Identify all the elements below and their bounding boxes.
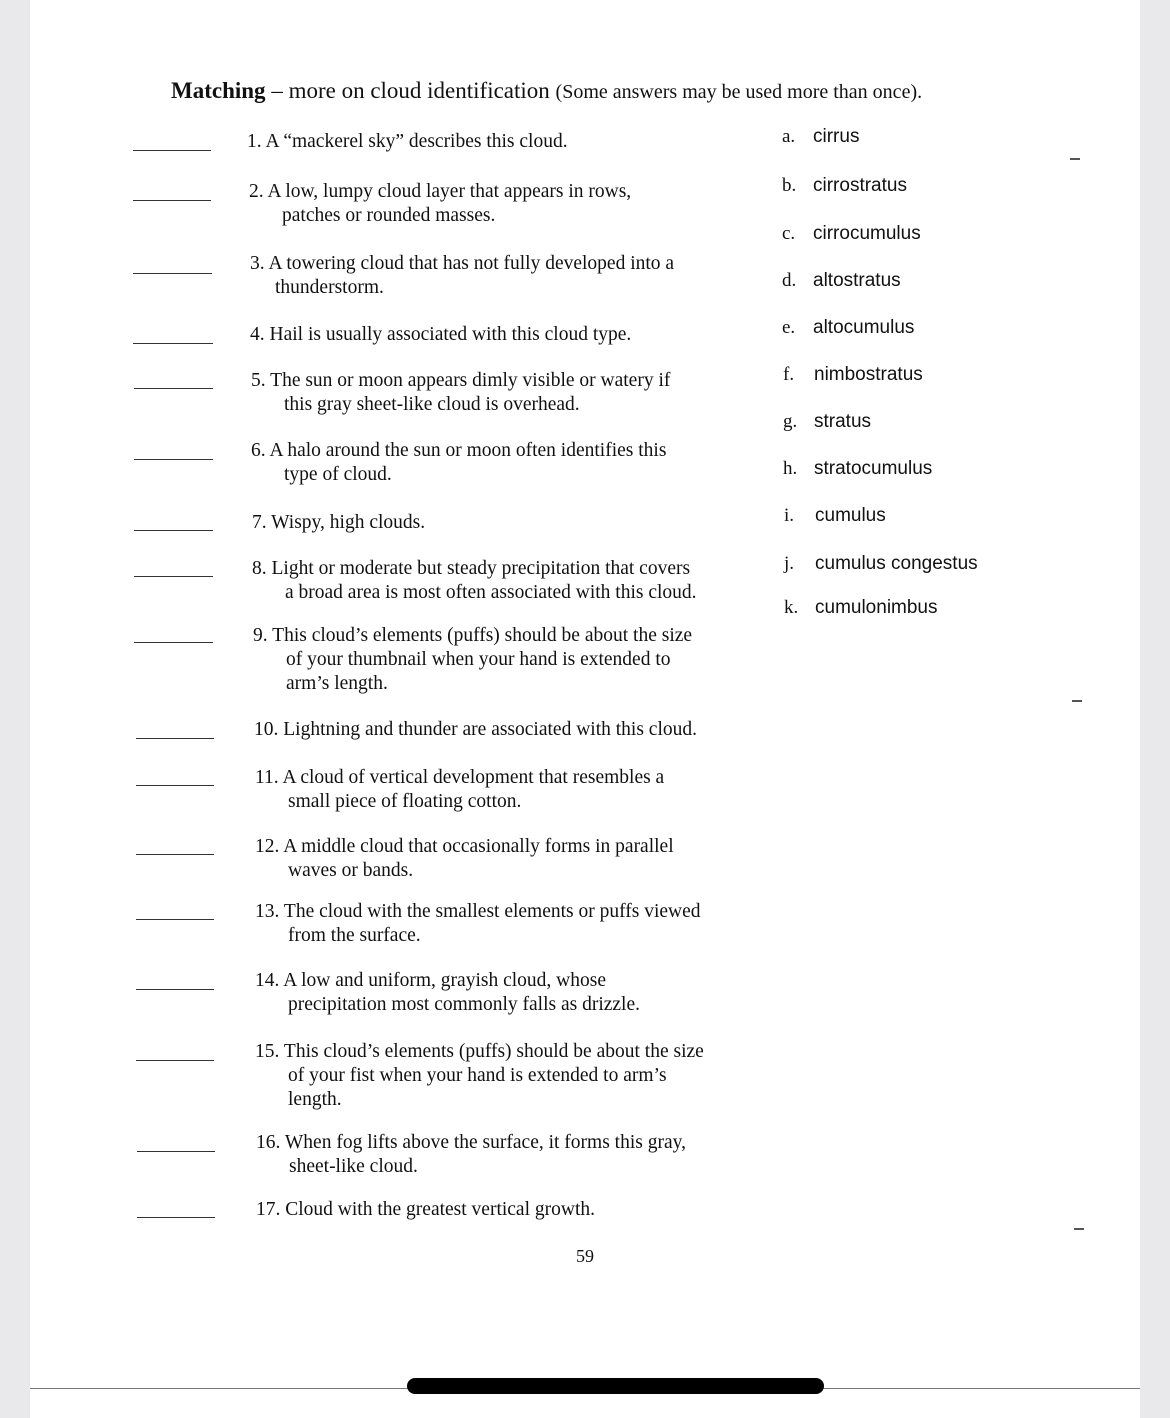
choice-name: cumulonimbus (815, 597, 938, 618)
choice-name: cirrostratus (813, 175, 907, 196)
choice-name: cirrus (813, 126, 860, 147)
choice-letter: f. (783, 364, 795, 385)
choice-a (782, 126, 859, 148)
question-13 (255, 900, 701, 948)
choice-name: cumulus congestus (815, 553, 978, 574)
scan-mark (1070, 158, 1080, 160)
question-text: The sun or moon appears dimly visible or watery if (270, 370, 671, 391)
question-text-cont: waves or bands. (288, 860, 414, 881)
answer-blank-14[interactable] (136, 989, 214, 990)
question-text-cont: sheet-like cloud. (289, 1156, 418, 1177)
choice-c (782, 223, 921, 245)
choice-letter: e. (782, 317, 796, 338)
choice-letter: j. (784, 553, 795, 574)
choice-name: stratocumulus (814, 458, 933, 479)
choice-i (784, 505, 886, 527)
choice-g (783, 411, 871, 433)
answer-blank-13[interactable] (136, 919, 214, 920)
choice-name: cirrocumulus (813, 223, 921, 244)
choice-letter: b. (782, 175, 797, 196)
question-text-cont: a broad area is most often associated with this cloud. (285, 582, 697, 603)
question-text: A “mackerel sky” describes this cloud. (265, 131, 568, 152)
choice-k (784, 597, 938, 619)
question-14 (255, 969, 640, 1017)
choice-name: cumulus (815, 505, 886, 526)
question-text-cont: thunderstorm. (275, 277, 384, 298)
question-9 (253, 624, 692, 696)
question-text-cont: length. (288, 1089, 342, 1110)
question-text: Wispy, high clouds. (271, 512, 426, 533)
choice-letter: i. (784, 505, 795, 526)
heading-title-bold: Matching (171, 78, 266, 103)
answer-blank-6[interactable] (134, 459, 213, 460)
question-number: 8. (252, 558, 267, 579)
page-number: 59 (576, 1246, 594, 1266)
question-number: 16. (256, 1132, 281, 1153)
question-text: A low and uniform, grayish cloud, whose (283, 970, 606, 991)
question-text-cont: arm’s length. (286, 673, 388, 694)
answer-blank-7[interactable] (134, 530, 213, 531)
question-text: A halo around the sun or moon often identifies this (269, 440, 667, 461)
question-number: 7. (252, 512, 267, 533)
answer-blank-9[interactable] (134, 642, 213, 643)
question-text: Hail is usually associated with this cloud type. (269, 324, 632, 345)
choice-h (783, 458, 932, 480)
scan-mark (1074, 1228, 1084, 1230)
question-text: Cloud with the greatest vertical growth. (285, 1199, 596, 1220)
answer-blank-12[interactable] (136, 854, 214, 855)
choice-name: nimbostratus (814, 364, 923, 385)
choice-letter: d. (782, 270, 797, 291)
question-text-cont: patches or rounded masses. (282, 205, 496, 226)
choice-name: altostratus (813, 270, 901, 291)
choice-e (782, 317, 914, 339)
question-5 (251, 369, 670, 417)
question-number: 17. (256, 1199, 281, 1220)
question-text-cont: from the surface. (288, 925, 421, 946)
question-text: This cloud’s elements (puffs) should be about the size (283, 1041, 704, 1062)
question-number: 13. (255, 901, 280, 922)
question-text-cont: precipitation most commonly falls as drizzle. (288, 994, 640, 1015)
question-text: A cloud of vertical development that resembles a (282, 767, 665, 788)
question-text-cont: of your thumbnail when your hand is extended to (286, 649, 671, 670)
question-number: 6. (251, 440, 266, 461)
choice-letter: c. (782, 223, 796, 244)
question-number: 12. (255, 836, 280, 857)
answer-blank-3[interactable] (133, 273, 212, 274)
answer-blank-4[interactable] (133, 343, 213, 344)
question-text: When fog lifts above the surface, it forms this gray, (284, 1132, 686, 1153)
question-2 (249, 180, 631, 228)
answer-blank-10[interactable] (136, 738, 214, 739)
answer-blank-16[interactable] (137, 1151, 215, 1152)
question-number: 3. (250, 253, 265, 274)
choice-name: altocumulus (813, 317, 915, 338)
question-number: 10. (254, 719, 279, 740)
question-number: 11. (255, 767, 279, 788)
answer-blank-2[interactable] (133, 200, 211, 201)
question-number: 9. (253, 625, 268, 646)
question-10 (254, 718, 697, 742)
answer-blank-15[interactable] (136, 1060, 214, 1061)
choice-letter: h. (783, 458, 798, 479)
answer-blank-8[interactable] (134, 576, 213, 577)
question-1 (247, 130, 568, 154)
question-text: This cloud’s elements (puffs) should be about the size (272, 625, 693, 646)
question-8 (252, 557, 697, 605)
home-indicator-bar[interactable] (407, 1378, 824, 1394)
question-number: 2. (249, 181, 264, 202)
heading-note: (Some answers may be used more than once). (555, 81, 923, 103)
choice-f (783, 364, 923, 386)
worksheet-page (30, 0, 1140, 1418)
answer-blank-1[interactable] (133, 150, 211, 151)
question-17 (256, 1198, 595, 1222)
question-number: 5. (251, 370, 266, 391)
choice-letter: k. (784, 597, 799, 618)
question-text-cont: type of cloud. (284, 464, 392, 485)
question-number: 4. (250, 324, 265, 345)
scan-mark (1072, 700, 1082, 702)
question-text: Lightning and thunder are associated with this cloud. (283, 719, 697, 740)
question-11 (255, 766, 664, 814)
question-3 (250, 252, 674, 300)
choice-name: stratus (814, 411, 872, 432)
question-7 (252, 511, 425, 535)
question-12 (255, 835, 674, 883)
question-text-cont: small piece of floating cotton. (288, 791, 522, 812)
choice-d (782, 270, 901, 292)
choice-letter: a. (782, 126, 796, 147)
question-text: A middle cloud that occasionally forms in parallel (283, 836, 674, 857)
question-4 (250, 323, 631, 347)
answer-blank-5[interactable] (134, 388, 213, 389)
answer-blank-11[interactable] (136, 785, 214, 786)
question-text: The cloud with the smallest elements or puffs viewed (283, 901, 701, 922)
question-15 (255, 1040, 704, 1112)
question-number: 15. (255, 1041, 280, 1062)
choice-j (784, 553, 978, 575)
question-number: 14. (255, 970, 280, 991)
question-text: Light or moderate but steady precipitation that covers (271, 558, 691, 579)
choice-letter: g. (783, 411, 798, 432)
question-text-cont: of your fist when your hand is extended to arm’s (288, 1065, 667, 1086)
choice-b (782, 175, 907, 197)
question-number: 1. (247, 131, 262, 152)
question-text: A towering cloud that has not fully developed into a (268, 253, 675, 274)
heading-title-rest: – more on cloud identification (265, 78, 556, 103)
answer-blank-17[interactable] (137, 1217, 215, 1218)
worksheet-heading (171, 78, 922, 104)
question-text: A low, lumpy cloud layer that appears in rows, (267, 181, 632, 202)
question-text-cont: this gray sheet-like cloud is overhead. (284, 394, 580, 415)
question-16 (256, 1131, 686, 1179)
question-6 (251, 439, 666, 487)
